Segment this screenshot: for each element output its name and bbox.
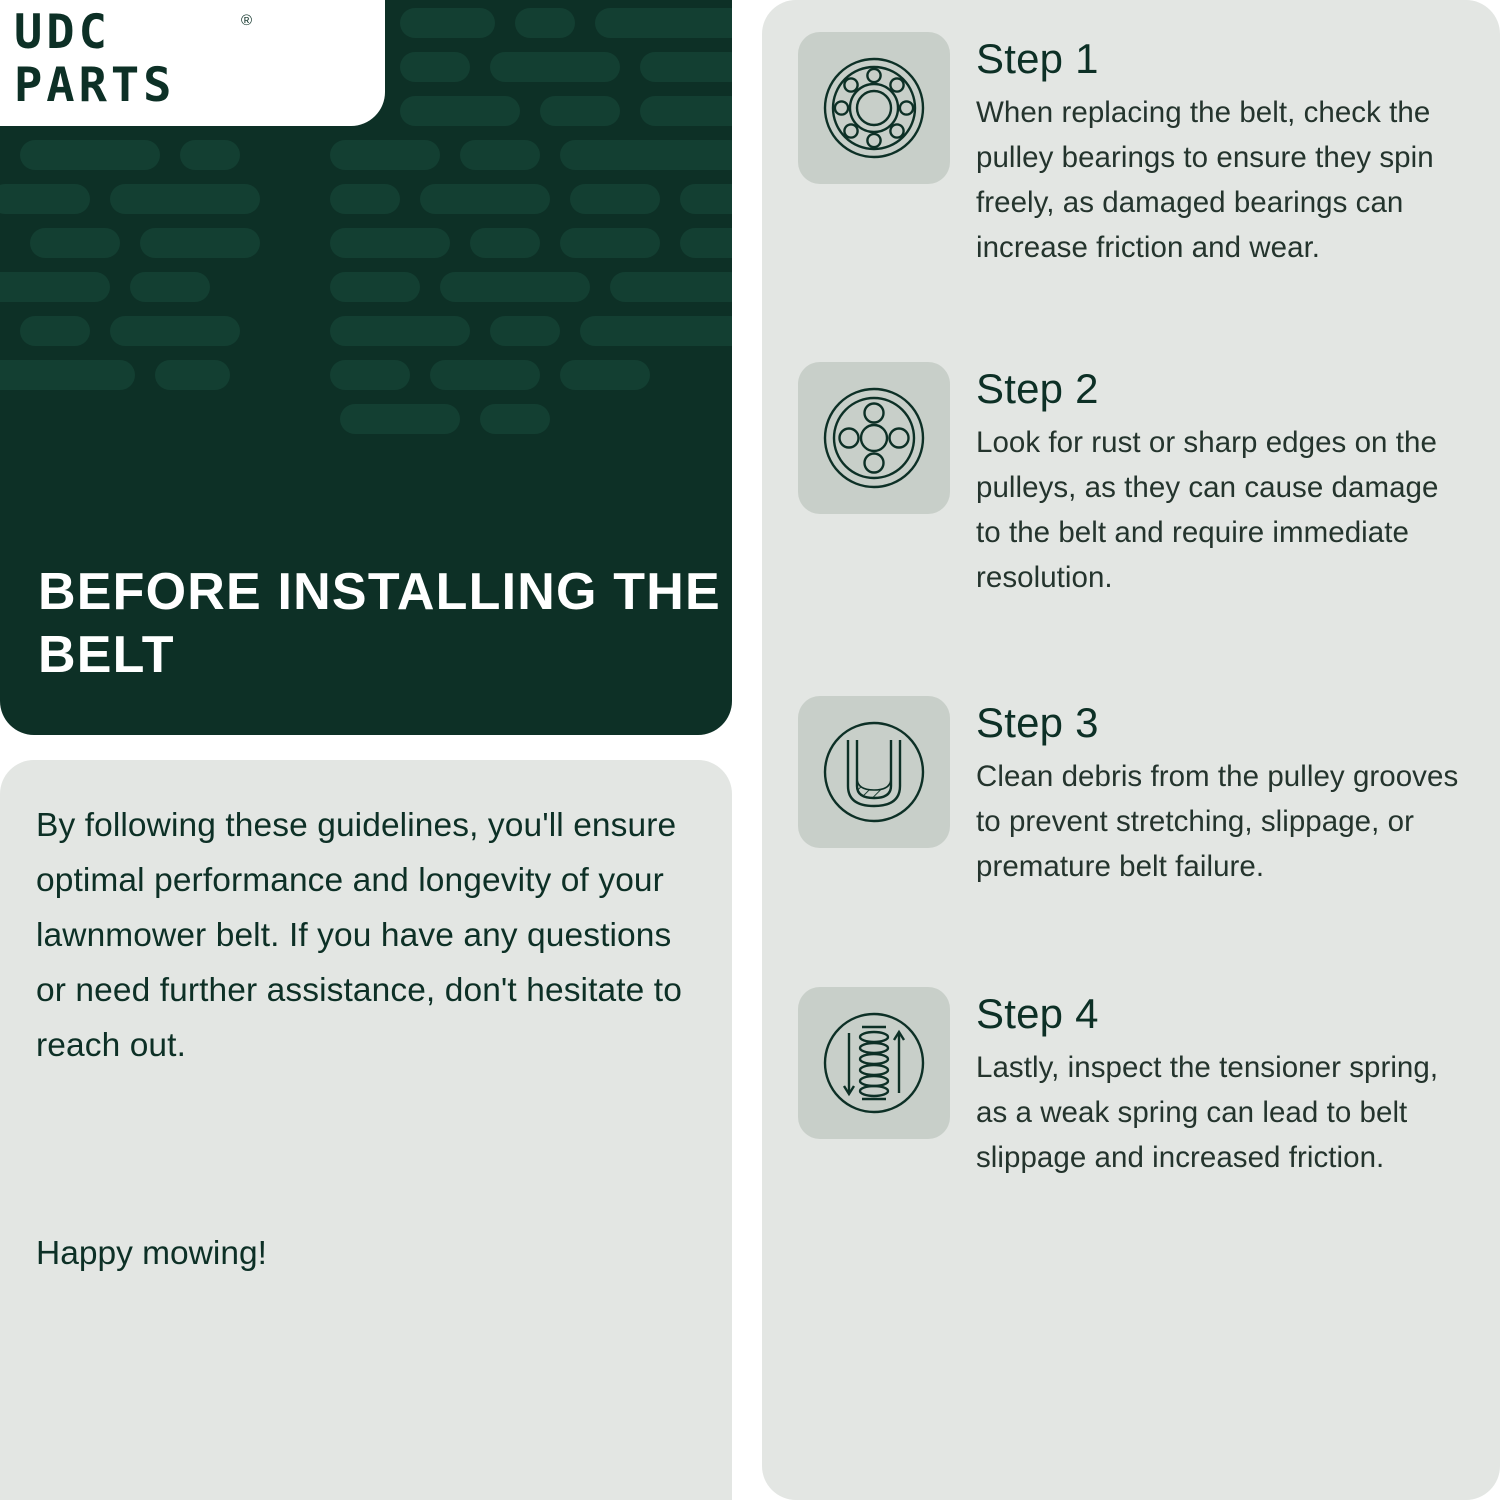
logo-line-1: UDC — [14, 5, 111, 60]
steps-list — [762, 0, 1500, 1500]
ball-bearing-icon — [818, 52, 930, 164]
step-4-icon-tile — [798, 987, 950, 1139]
list-item — [798, 987, 1470, 1180]
step-3-icon-tile — [798, 696, 950, 848]
step-2-description: Look for rust or sharp edges on the pulleys, as they can cause damage to the belt and require immediate resolution. — [976, 426, 1439, 594]
step-1-icon-tile — [798, 32, 950, 184]
list-item — [798, 362, 1470, 600]
step-1-title: Step 1 — [976, 35, 1099, 82]
logo-notch — [0, 0, 385, 126]
registered-trademark-icon: ® — [240, 12, 252, 29]
step-4-description: Lastly, inspect the tensioner spring, as a weak spring can lead to belt slippage and increased friction. — [976, 1051, 1439, 1174]
hero-panel — [0, 0, 732, 735]
step-3-text — [976, 696, 1470, 889]
step-3-description: Clean debris from the pulley grooves to prevent stretching, slippage, or premature belt failure. — [976, 760, 1459, 883]
closing-note-body: By following these guidelines, you'll ensure optimal performance and longevity of your lawnmower belt. If you have any questions or need further assistance, don't hesitate to reach out. — [36, 807, 682, 1064]
closing-note-signoff: Happy mowing! — [36, 1235, 267, 1272]
tensioner-spring-icon — [818, 1007, 930, 1119]
pulley-wheel-icon — [818, 382, 930, 494]
pulley-groove-debris-icon — [818, 716, 930, 828]
list-item — [798, 32, 1470, 270]
logo-line-2: PARTS — [14, 58, 176, 113]
steps-panel — [762, 0, 1500, 1500]
step-2-text — [976, 362, 1470, 600]
step-2-title: Step 2 — [976, 365, 1099, 412]
left-column — [0, 0, 732, 1500]
step-4-text — [976, 987, 1470, 1180]
step-1-text — [976, 32, 1470, 270]
list-item — [798, 696, 1470, 889]
step-4-title: Step 4 — [976, 990, 1099, 1037]
step-2-icon-tile — [798, 362, 950, 514]
step-1-description: When replacing the belt, check the pulley bearings to ensure they spin freely, as damaged bearings can increase friction and wear. — [976, 96, 1434, 264]
page-title: BEFORE INSTALLING THE BELT — [38, 563, 721, 684]
udc-parts-logo — [14, 6, 364, 112]
step-3-title: Step 3 — [976, 699, 1099, 746]
closing-note-card — [0, 760, 732, 1500]
